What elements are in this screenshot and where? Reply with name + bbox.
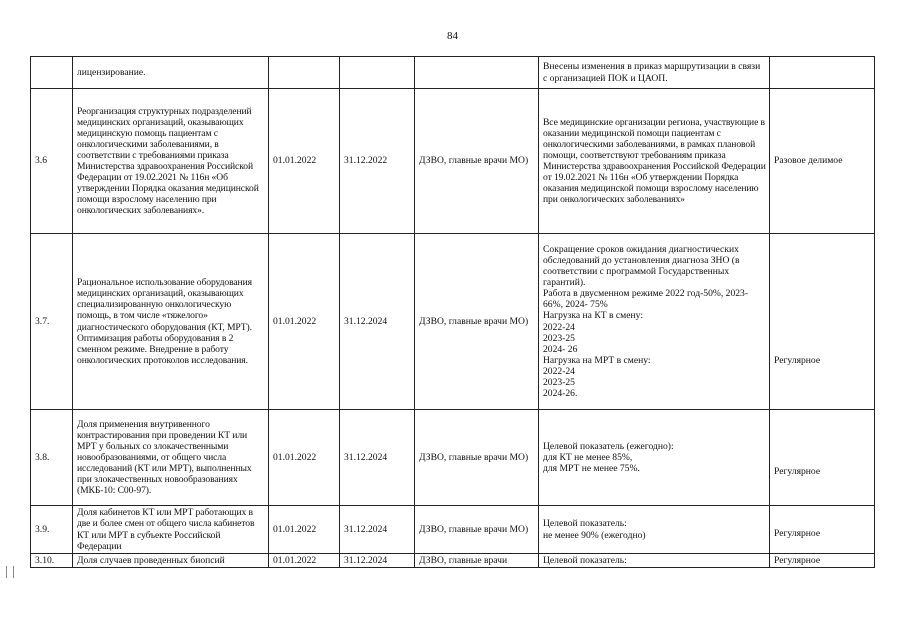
table-row xyxy=(31,57,875,89)
end-date: 31.12.2024 xyxy=(340,234,415,410)
activity-type: Регулярное xyxy=(770,554,875,568)
expected-result: Сокращение сроков ожидания диагностических обследований до установления диагноза ЗНО (в соответствии с программой Государственных гарантий). Работа в двусменном режиме 2022 год-50%, 2023-66%, 2024- 75% Нагрузка на КТ в смену: 2022-24 2023-25 2024- 26 Нагрузка на МРТ в смену: 2022-24 2023-25 2024-26. xyxy=(539,234,770,410)
page-number: 84 xyxy=(447,30,458,42)
activity-type xyxy=(770,57,875,89)
activity-name: Доля применения внутривенного контрастирования при проведении КТ или МРТ у больных со злокачественными новообразованиями, от общего числа исследований (КТ или МРТ), выполненных при злокачественных новообразованиях (МКБ-10: С00-97). xyxy=(73,410,269,506)
row-number: 3.6 xyxy=(31,89,73,234)
activity-name: лицензирование. xyxy=(73,57,269,89)
responsible: ДЗВО, главные врачи xyxy=(415,554,539,568)
row-number: 3.9. xyxy=(31,506,73,554)
start-date xyxy=(269,57,340,89)
table-row xyxy=(31,554,875,568)
row-number xyxy=(31,57,73,89)
end-date: 31.12.2024 xyxy=(340,410,415,506)
start-date: 01.01.2022 xyxy=(269,410,340,506)
responsible: ДЗВО, главные врачи МО) xyxy=(415,410,539,506)
expected-result: Все медицинские организации региона, участвующие в оказании медицинской помощи пациентам с онкологическими заболеваниями, в рамках плановой помощи, соответствуют требованиям приказа Министерства здравоохранения Российской Федерации от 19.02.2021 № 116н «Об утверждении Порядка оказания медицинской помощи взрослому населению при онкологических заболеваниях» xyxy=(539,89,770,234)
table-row xyxy=(31,89,875,234)
end-date: 31.12.2024 xyxy=(340,506,415,554)
scan-edge-mark xyxy=(6,566,14,578)
activity-name: Реорганизация структурных подразделений медицинских организаций, оказывающих медицинскую помощь пациентам с онкологическими заболеваниями, в соответствии с требованиями приказа Министерства здравоохранения Российской Федерации от 19.02.2021 № 116н «Об утверждении Порядка оказания медицинской помощи взрослому населению при онкологических заболеваниях». xyxy=(73,89,269,234)
activity-name: Рациональное использование оборудования медицинских организаций, оказывающих специализированную онкологическую помощь, в том числе «тяжелого» диагностического оборудования (КТ, МРТ). Оптимизация работы оборудования в 2 сменном режиме. Внедрение в работу онкологических протоколов исследования. xyxy=(73,234,269,410)
row-number: 3.7. xyxy=(31,234,73,410)
table-row xyxy=(31,506,875,554)
start-date: 01.01.2022 xyxy=(269,554,340,568)
start-date: 01.01.2022 xyxy=(269,234,340,410)
activity-type: Регулярное xyxy=(770,410,875,506)
end-date xyxy=(340,57,415,89)
responsible: ДЗВО, главные врачи МО) xyxy=(415,234,539,410)
activity-plan-table xyxy=(30,56,875,568)
activity-type: Регулярное xyxy=(770,506,875,554)
table-row xyxy=(31,234,875,410)
responsible: ДЗВО, главные врачи МО) xyxy=(415,89,539,234)
expected-result: Целевой показатель: не менее 90% (ежегодно) xyxy=(539,506,770,554)
expected-result: Целевой показатель: xyxy=(539,554,770,568)
activity-name: Доля кабинетов КТ или МРТ работающих в две и более смен от общего числа кабинетов КТ или МРТ в субъекте Российской Федерации xyxy=(73,506,269,554)
row-number: 3.10. xyxy=(31,554,73,568)
end-date: 31.12.2024 xyxy=(340,554,415,568)
start-date: 01.01.2022 xyxy=(269,506,340,554)
activity-type: Регулярное xyxy=(770,234,875,410)
row-number: 3.8. xyxy=(31,410,73,506)
start-date: 01.01.2022 xyxy=(269,89,340,234)
responsible xyxy=(415,57,539,89)
activity-type: Разовое делимое xyxy=(770,89,875,234)
expected-result: Целевой показатель (ежегодно): для КТ не менее 85%, для МРТ не менее 75%. xyxy=(539,410,770,506)
table-row xyxy=(31,410,875,506)
expected-result: Внесены изменения в приказ маршрутизации в связи с организацией ПОК и ЦАОП. xyxy=(539,57,770,89)
activity-name: Доля случаев проведенных биопсий xyxy=(73,554,269,568)
responsible: ДЗВО, главные врачи МО) xyxy=(415,506,539,554)
end-date: 31.12.2022 xyxy=(340,89,415,234)
